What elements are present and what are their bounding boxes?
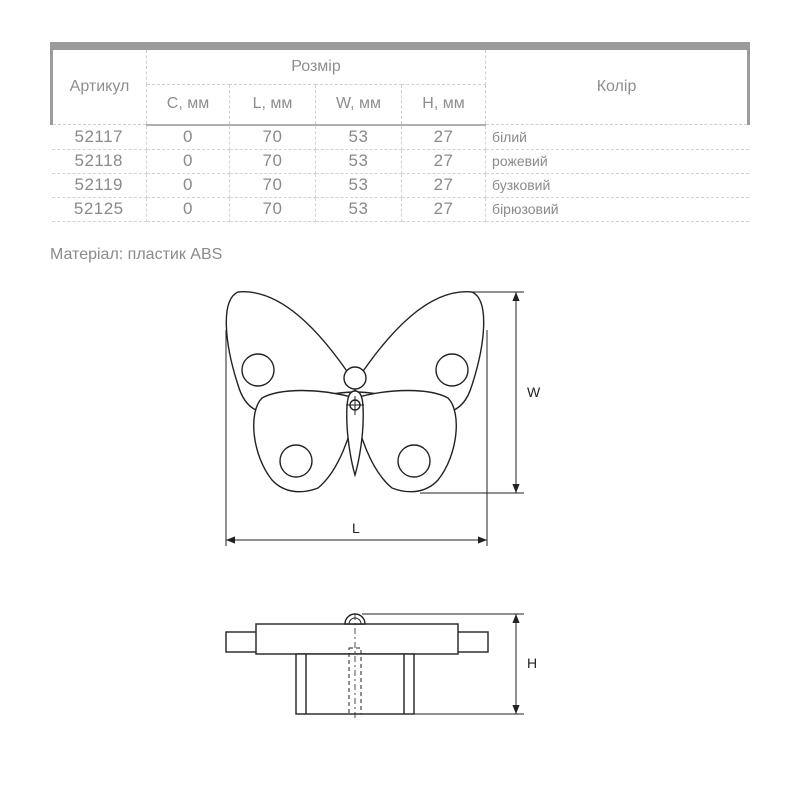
cell-h: 27 [402, 173, 486, 197]
dimension-label-h: H [527, 655, 538, 671]
material-note: Матеріал: пластик ABS [50, 246, 223, 263]
wing-spot [436, 354, 468, 386]
lower-right-wing [355, 391, 456, 492]
cell-color: бузковий [486, 173, 749, 197]
cell-l: 70 [230, 173, 316, 197]
butterfly-side-view [226, 614, 488, 720]
cell-c: 0 [147, 173, 230, 197]
cell-color: бірюзовий [486, 197, 749, 221]
cell-article: 52125 [52, 197, 147, 221]
cell-article: 52118 [52, 149, 147, 173]
wing-spot [398, 445, 430, 477]
cell-l: 70 [230, 197, 316, 221]
cell-article: 52119 [52, 173, 147, 197]
header-size-h: H, мм [402, 85, 486, 125]
cell-h: 27 [402, 197, 486, 221]
cell-h: 27 [402, 125, 486, 150]
wing-spot [242, 354, 274, 386]
cell-c: 0 [147, 149, 230, 173]
cell-color: рожевий [486, 149, 749, 173]
wing-spot [280, 445, 312, 477]
dimension-label-l: L [352, 520, 360, 536]
header-size-w: W, мм [316, 85, 402, 125]
butterfly-top-view [226, 292, 483, 492]
cell-c: 0 [147, 125, 230, 150]
header-article: Артикул [52, 46, 147, 125]
cell-l: 70 [230, 149, 316, 173]
dimension-label-w: W [527, 384, 541, 400]
cell-w: 53 [316, 173, 402, 197]
header-size-l: L, мм [230, 85, 316, 125]
lower-left-wing [254, 391, 355, 492]
header-size-group: Розмір [147, 46, 486, 85]
butterfly-head [344, 367, 366, 389]
cell-c: 0 [147, 197, 230, 221]
cell-w: 53 [316, 149, 402, 173]
cell-l: 70 [230, 125, 316, 150]
cell-article: 52117 [52, 125, 147, 150]
cell-color: білий [486, 125, 749, 150]
cell-w: 53 [316, 125, 402, 150]
cell-h: 27 [402, 149, 486, 173]
cell-w: 53 [316, 197, 402, 221]
header-color: Колір [486, 46, 749, 125]
header-size-c: С, мм [147, 85, 230, 125]
